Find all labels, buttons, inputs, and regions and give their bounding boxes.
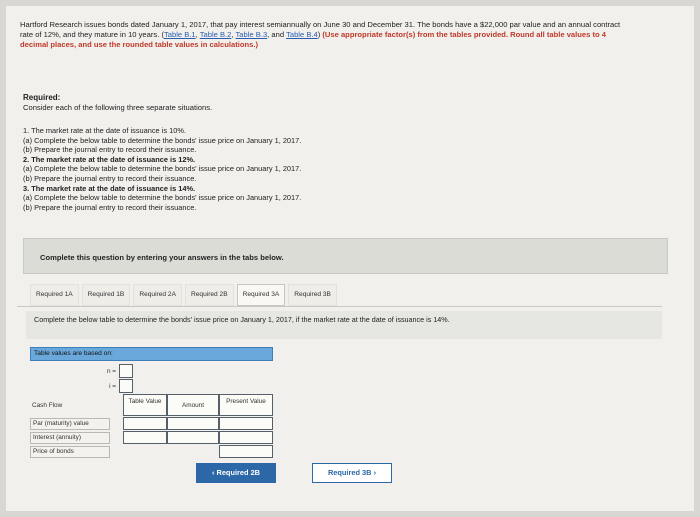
tab-required-3b[interactable]: Required 3B — [288, 284, 337, 306]
situation-line: 2. The market rate at the date of issuance is 12%. — [23, 154, 196, 164]
situation-line: (b) Prepare the journal entry to record their issuance. — [23, 202, 197, 212]
problem-intro: Hartford Research issues bonds dated January 1, 2017, that pay interest semiannually on June 30 and December 31. The bonds have a $22,000 par value and an annual contract rate of 12%, and they mature in 10 years. (Table B.1, Table B.2, Table B.3, and Table B.4) (Use appropriate factor(s) from the tables provided. Round all table values to 4 decimal places, and use the rounded table values in calculations.) — [20, 20, 621, 50]
and-text: and — [271, 30, 285, 40]
intro-text: Hartford Research issues bonds dated January 1, 2017, that pay interest semiannually on June 30 and December 31. The bonds have a $22,000 par value and an annual contract rate of 12%, and they mature in 10 years. — [20, 20, 621, 40]
tab-required-1a[interactable]: Required 1A — [30, 284, 79, 306]
required-heading: Required: — [23, 93, 61, 102]
chevron-left-icon: ‹ — [211, 468, 215, 477]
cash-flow-header: Cash Flow — [32, 402, 63, 409]
interest-amount-input[interactable] — [167, 431, 219, 444]
next-required-button[interactable] — [312, 463, 392, 483]
situation-line: (a) Complete the below table to determine the bonds' issue price on January 1, 2017. — [23, 135, 302, 145]
requirement-tabs — [30, 284, 340, 306]
situation-line: (b) Prepare the journal entry to record their issuance. — [23, 173, 197, 183]
price-present-value-input[interactable] — [219, 445, 273, 458]
paren-open: ( — [161, 30, 164, 40]
amount-header: Amount — [167, 394, 219, 416]
link-table-b2[interactable]: Table B.2 — [199, 30, 232, 40]
question-text: Complete the below table to determine the bonds' issue price on January 1, 2017, if the market rate at the date of issuance is 14%. — [26, 311, 662, 339]
prev-required-button[interactable] — [196, 463, 276, 483]
link-table-b4[interactable]: Table B.4 — [286, 30, 318, 40]
prev-button-label: Required 2B — [216, 468, 261, 477]
situation-line: 3. The market rate at the date of issuance is 14%. — [23, 183, 196, 193]
row-par-value-label: Par (maturity) value — [30, 418, 110, 430]
link-table-b1[interactable]: Table B.1 — [163, 30, 196, 40]
row-price-label: Price of bonds — [30, 446, 110, 458]
par-amount-input[interactable] — [167, 417, 219, 430]
banner-text: Complete this question by entering your answers in the tabs below. — [40, 253, 284, 262]
i-input[interactable] — [119, 379, 133, 393]
i-label: i = — [109, 383, 116, 390]
situations-list — [23, 126, 583, 212]
interest-table-value-input[interactable] — [123, 431, 167, 444]
instruction-banner — [23, 238, 668, 274]
n-label: n = — [106, 368, 116, 375]
present-value-header: Present Value — [219, 394, 273, 416]
interest-present-value-input[interactable] — [219, 431, 273, 444]
link-table-b3[interactable]: Table B.3 — [235, 30, 268, 40]
par-table-value-input[interactable] — [123, 417, 167, 430]
required-subtext: Consider each of the following three separate situations. — [23, 103, 213, 112]
row-interest-label: Interest (annuity) — [30, 432, 110, 444]
tab-required-2b[interactable]: Required 2B — [185, 284, 234, 306]
situation-line: (a) Complete the below table to determine the bonds' issue price on January 1, 2017. — [23, 164, 302, 174]
tab-required-2a[interactable]: Required 2A — [133, 284, 182, 306]
situation-line: 1. The market rate at the date of issuance is 10%. — [23, 126, 186, 135]
tab-divider — [17, 306, 662, 307]
chevron-right-icon: › — [373, 468, 377, 477]
paren-close: ) — [317, 30, 321, 40]
n-input[interactable] — [119, 364, 133, 378]
table-value-header: Table Value — [123, 394, 167, 416]
tab-required-1b[interactable]: Required 1B — [82, 284, 131, 306]
next-button-label: Required 3B — [327, 468, 372, 477]
tab-required-3a[interactable]: Required 3A — [237, 284, 286, 306]
rounding-instruction: (Use appropriate factor(s) from the tables provided. Round all table values to 4 decimal places, and use the rounded table values in calculations.) — [20, 30, 606, 50]
situation-line: (a) Complete the below table to determine the bonds' issue price on January 1, 2017. — [23, 193, 302, 203]
par-present-value-input[interactable] — [219, 417, 273, 430]
table-title: Table values are based on: — [30, 347, 273, 361]
situation-line: (b) Prepare the journal entry to record their issuance. — [23, 145, 197, 155]
